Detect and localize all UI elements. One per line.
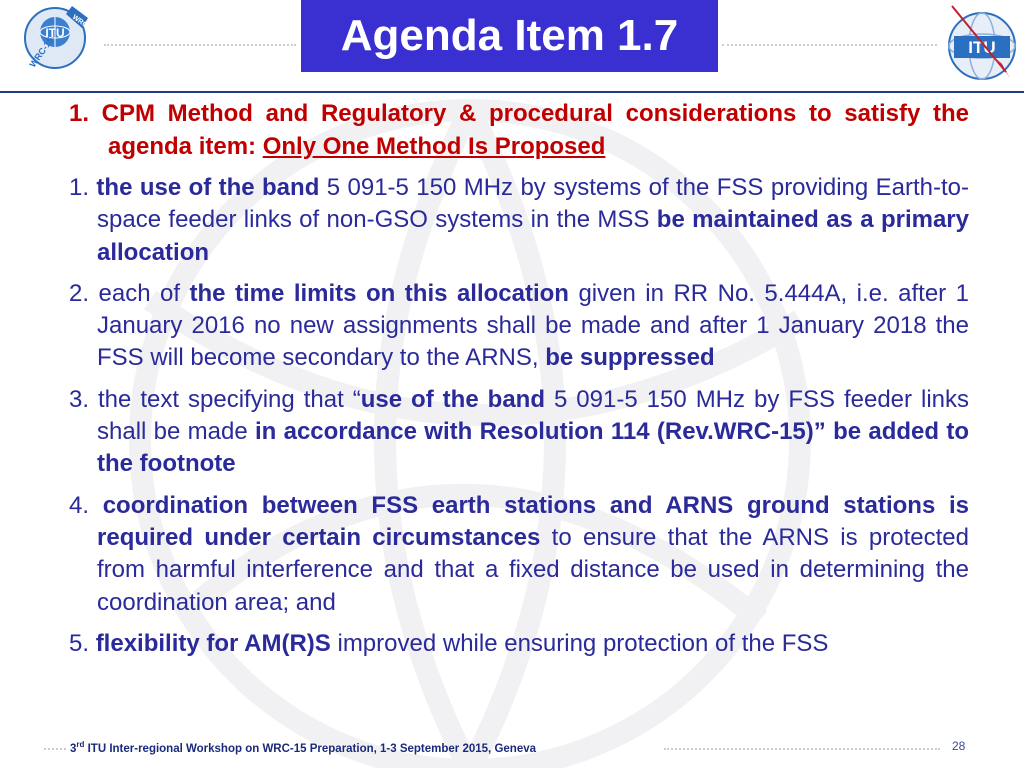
item-text: given in RR No. 5.444A, i.e. after 1 January 2016 no new assignments shall be made and after 1 January 2018 the FSS will become secondary to the ARNS, <box>97 279 969 372</box>
svg-text:ITU: ITU <box>968 38 996 57</box>
item-text: 5 091-5 150 MHz by systems of the FSS providing Earth-to-space feeder links of non-GSO systems in the MSS <box>97 174 969 234</box>
list-item-5 <box>69 628 969 660</box>
item-text-bold: be suppressed <box>545 344 715 372</box>
item-number: 2. <box>69 279 99 307</box>
itu-wrc15-logo <box>22 2 97 74</box>
header-dotted-rule-left <box>104 44 296 46</box>
footer-event-name: ITU Inter-regional Workshop on WRC-15 Preparation, 1-3 September 2015, Geneva <box>84 742 537 755</box>
item-number: 4. <box>69 491 103 519</box>
item-text: to ensure that the ARNS is protected from harmful interference and that a fixed distance be used in determining the coordination area; and <box>97 523 969 616</box>
item-text-bold: the use of the band <box>96 174 320 201</box>
footer-dotted-rule-left <box>44 748 66 750</box>
list-item-4 <box>69 490 969 619</box>
item-number: 3. <box>69 385 98 413</box>
item-text-bold: coordination between FSS earth stations and ARNS ground stations is required under certain circumstances <box>97 491 969 551</box>
item-text: improved while ensuring protection of the FSS <box>330 629 829 657</box>
item-text-bold: use of the band <box>360 385 545 413</box>
footer-ordinal-suffix: rd <box>76 740 85 749</box>
svg-text:WRC-15: WRC-15 <box>27 35 56 70</box>
list-item-2 <box>69 278 969 375</box>
itu-globe-logo <box>944 2 1022 84</box>
footer-dotted-rule-right <box>664 748 940 750</box>
agenda-content <box>69 97 969 669</box>
item-number: 5. <box>69 629 96 657</box>
page-title: Agenda Item 1.7 <box>301 0 718 72</box>
item-text: the text specifying that “ <box>98 385 361 413</box>
list-item-3 <box>69 384 969 481</box>
section-heading <box>69 97 969 163</box>
svg-text:ITU: ITU <box>45 26 65 40</box>
list-item-1 <box>69 172 969 269</box>
item-number: 1. <box>69 174 97 201</box>
item-text-bold: in accordance with Resolution 114 (Rev.WRC-15)” be added to the footnote <box>97 418 969 478</box>
page-number: 28 <box>952 739 966 753</box>
header-dotted-rule-right <box>722 44 937 46</box>
section-heading-emphasis: Only One Method Is Proposed <box>262 133 606 160</box>
section-heading-text: 1. CPM Method and Regulatory & procedural considerations to satisfy the agenda item: <box>69 100 969 160</box>
footer-event-text <box>70 740 536 755</box>
itu-globe-logo-icon <box>944 2 1022 84</box>
item-text: 5 091-5 150 MHz by FSS feeder links shall be made <box>97 385 970 446</box>
item-text-bold: the time limits on this allocation <box>189 279 569 307</box>
item-text-bold: be maintained as a primary allocation <box>97 206 969 266</box>
item-text-bold: flexibility for AM(R)S <box>95 629 331 657</box>
item-text: each of <box>98 279 190 307</box>
svg-text:WRC-15: WRC-15 <box>70 13 97 36</box>
footer-ordinal: 3 <box>70 742 77 755</box>
header-divider <box>0 91 1024 93</box>
itu-wrc15-logo-icon <box>22 2 97 74</box>
